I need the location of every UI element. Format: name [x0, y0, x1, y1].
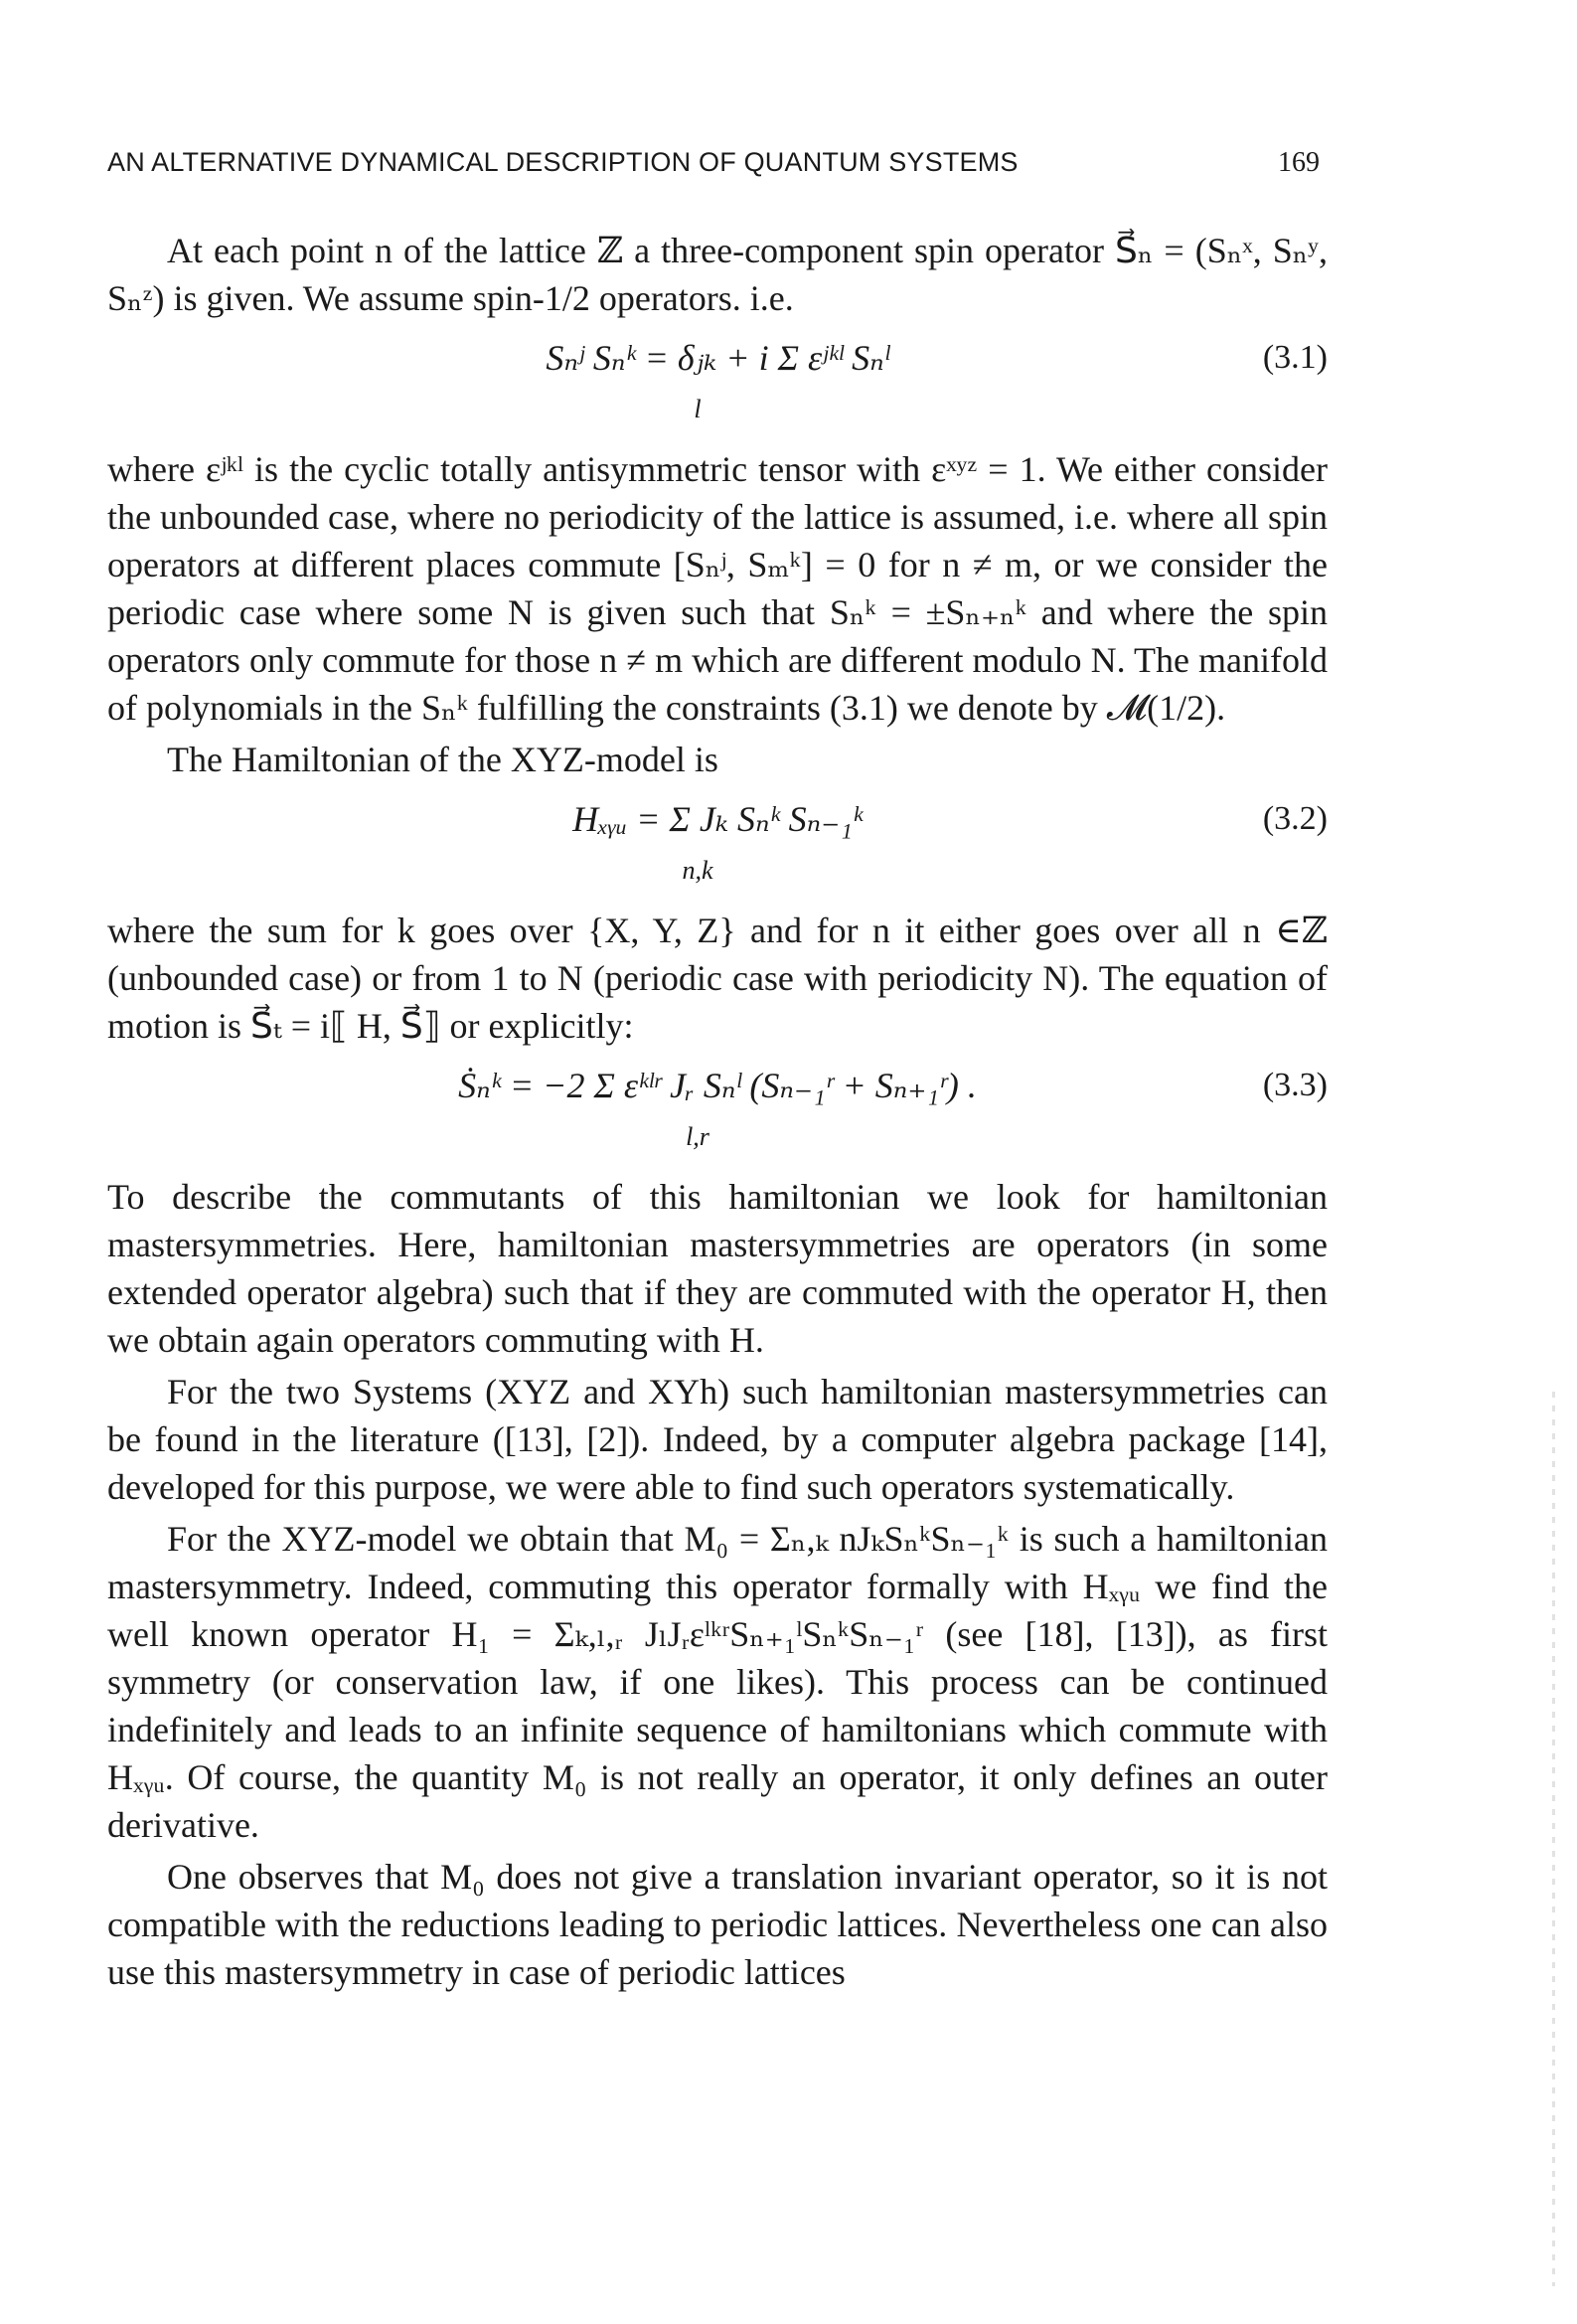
- paragraph-2: where εʲᵏˡ is the cyclic totally antisymmetric tensor with εˣʸᶻ = 1. We either consider the unbounded case, where no periodicity of the lattice is assumed, i.e. where all spin operators at different places commute [Sₙʲ, Sₘᵏ] = 0 for n ≠ m, or we consider the periodic case where some N is given such that Sₙᵏ = ±Sₙ₊ₙᵏ and where the spin operators only commute for those n ≠ m which are different modulo N. The manifold of polynomials in the Sₙᵏ fulfilling the constraints (3.1) we denote by 𝓜(1/2).: [107, 449, 1328, 728]
- paragraph-1: At each point n of the lattice ℤ a three-component spin operator S⃗ₙ = (Sₙˣ, Sₙʸ, Sₙᶻ) is given. We assume spin-1/2 operators. i.e.: [107, 231, 1328, 318]
- equation-3-1-number: (3.1): [1262, 339, 1328, 376]
- equation-3-3-summation-index: l,r: [686, 1122, 710, 1151]
- equation-3-3: [107, 1054, 1328, 1171]
- paragraph-7: For the XYZ-model we obtain that M₀ = Σₙ,ₖ nJₖSₙᵏSₙ₋₁ᵏ is such a hamiltonian mastersymmetry. Indeed, commuting this operator formally with Hₓᵧᵤ we find the well known operator H₁ = Σₖ,ₗ,ᵣ JₗJᵣεˡᵏʳSₙ₊₁ˡSₙᵏSₙ₋₁ʳ (see [18], [13]), as first symmetry (or conservation law, if one likes). This process can be continued indefinitely and leads to an infinite sequence of hamiltonians which commute with Hₓᵧᵤ. Of course, the quantity M₀ is not really an operator, it only defines an outer derivative.: [107, 1519, 1328, 1845]
- paragraph-3: The Hamiltonian of the XYZ-model is: [167, 740, 718, 779]
- equation-3-1-formula: Sₙʲ Sₙᵏ = δⱼₖ + i Σ εʲᵏˡ Sₙˡ: [546, 338, 889, 378]
- body-text: [107, 227, 1328, 2000]
- page-header: [107, 147, 1320, 187]
- scan-edge-artifact: [1552, 1392, 1555, 2286]
- equation-3-2-summation-index: n,k: [682, 856, 713, 885]
- equation-3-2: [107, 787, 1328, 905]
- paragraph-5: To describe the commutants of this hamiltonian we look for hamiltonian mastersymmetries. Here, hamiltonian mastersymmetries are operators (in some extended operator algebra) such that if they are commuted with the operator H, then we obtain again operators commuting with H.: [107, 1177, 1328, 1360]
- equation-3-1: [107, 326, 1328, 443]
- paragraph-6: For the two Systems (XYZ and XYh) such hamiltonian mastersymmetries can be found in the literature ([13], [2]). Indeed, by a computer algebra package [14], developed for this purpose, we were able to find such operators systematically.: [107, 1372, 1328, 1507]
- equation-3-3-formula: Ṡₙᵏ = −2 Σ εᵏˡʳ Jᵣ Sₙˡ (Sₙ₋₁ʳ + Sₙ₊₁ʳ) .: [458, 1066, 977, 1105]
- equation-3-2-number: (3.2): [1262, 800, 1328, 837]
- equation-3-3-number: (3.3): [1262, 1067, 1328, 1103]
- equation-3-2-formula: Hₓᵧᵤ = Σ Jₖ Sₙᵏ Sₙ₋₁ᵏ: [572, 799, 863, 839]
- equation-3-1-summation-index: l: [694, 395, 702, 423]
- paragraph-4: where the sum for k goes over {X, Y, Z} and for n it either goes over all n ∈ℤ (unbounded case) or from 1 to N (periodic case with periodicity N). The equation of motion is S⃗ₜ = i⟦ H, S⃗⟧ or explicitly:: [107, 911, 1328, 1046]
- running-head: AN ALTERNATIVE DYNAMICAL DESCRIPTION OF QUANTUM SYSTEMS: [107, 147, 1019, 177]
- paragraph-8: One observes that M₀ does not give a translation invariant operator, so it is not compatible with the reductions leading to periodic lattices. Nevertheless one can also use this mastersymmetry in case of periodic lattices: [107, 1857, 1328, 1992]
- page-number: 169: [1278, 147, 1320, 178]
